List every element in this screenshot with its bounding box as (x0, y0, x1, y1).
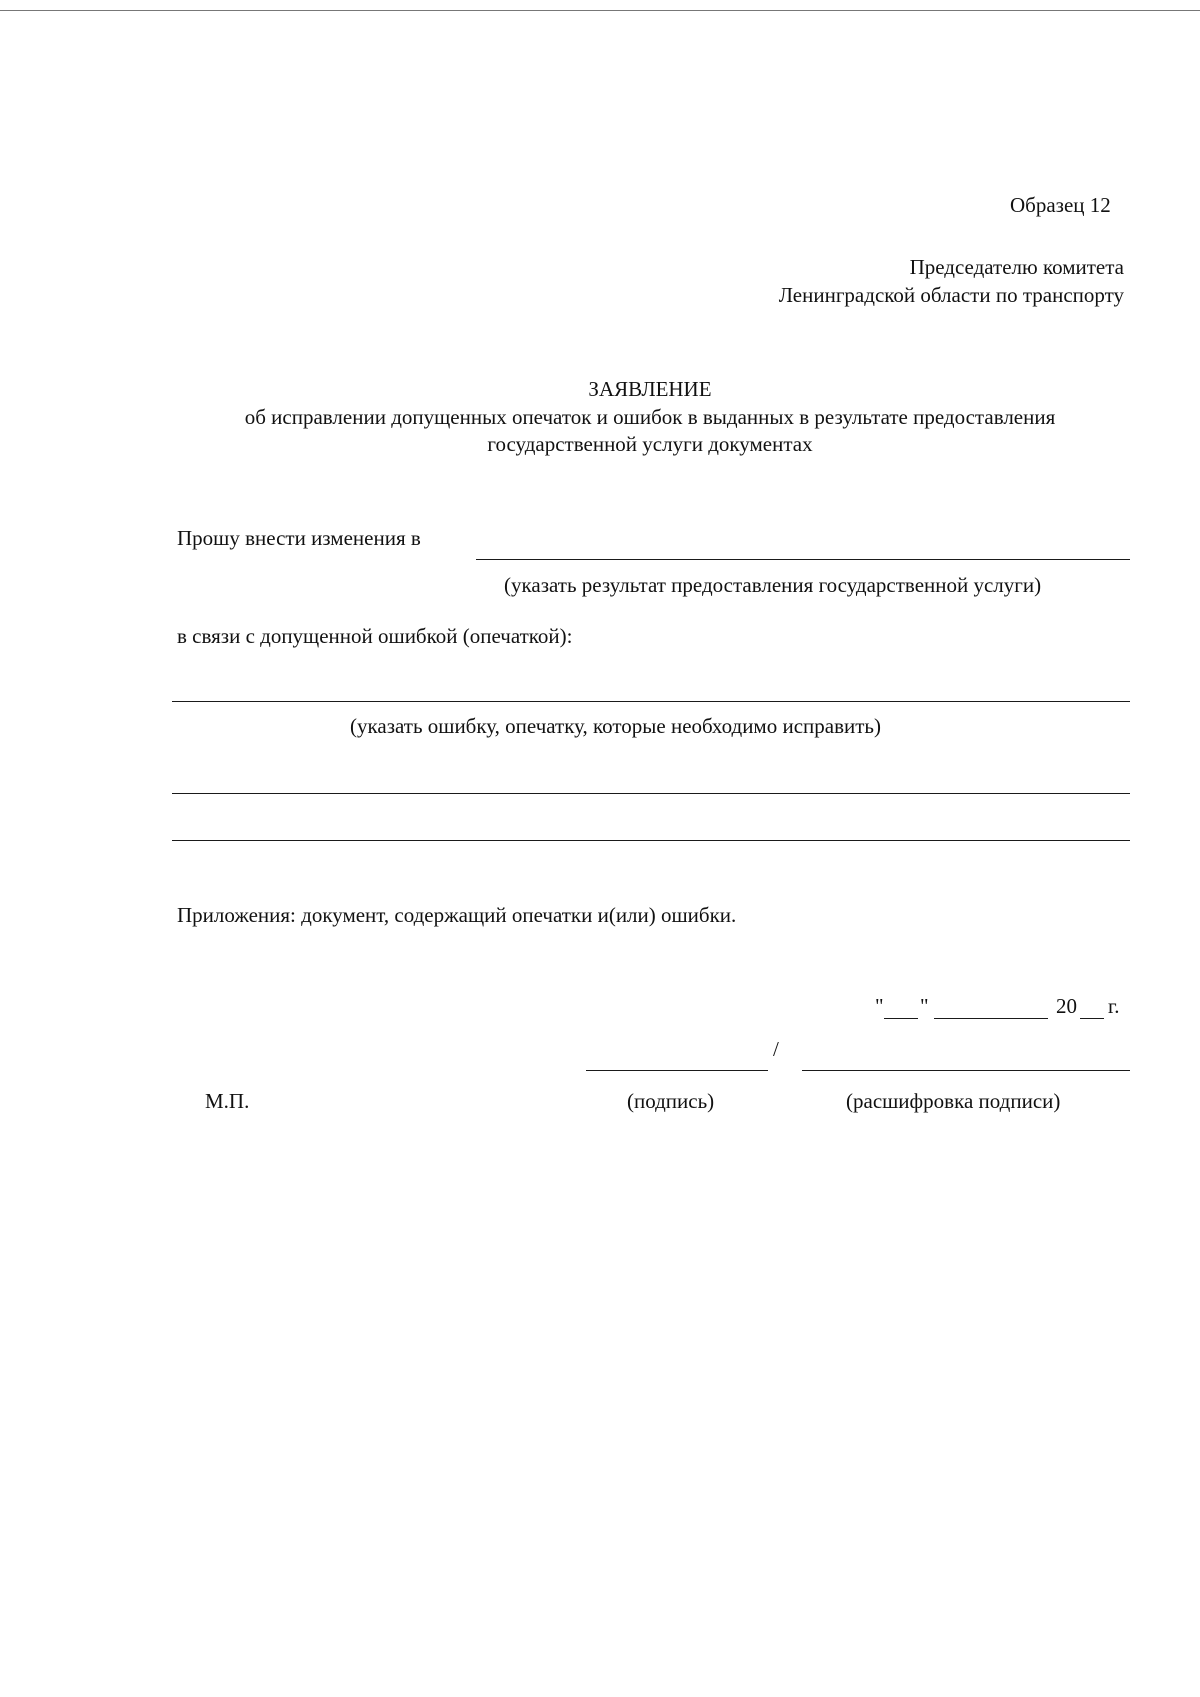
reason-text: в связи с допущенной ошибкой (опечаткой): (177, 624, 573, 648)
signature-slash: / (773, 1037, 779, 1061)
sample-label: Образец 12 (1010, 193, 1111, 217)
date-year-suffix: г. (1108, 994, 1120, 1018)
request-result-field[interactable] (476, 559, 1130, 560)
error-field-line1[interactable] (172, 701, 1130, 702)
request-text: Прошу внести изменения в (177, 526, 421, 550)
signature-label: (подпись) (627, 1089, 715, 1113)
addressee-line2: Ленинградской области по транспорту (778, 283, 1124, 307)
document-subtitle-line1: об исправлении допущенных опечаток и ошибок в выданных в результате предоставления (244, 405, 1056, 429)
signature-decode-label: (расшифровка подписи) (846, 1089, 1061, 1113)
date-year-prefix: 20 (1056, 994, 1077, 1018)
attachments-text: Приложения: документ, содержащий опечатки и(или) ошибки. (177, 903, 737, 927)
stamp-label: М.П. (205, 1089, 250, 1113)
date-day-field[interactable] (884, 1018, 918, 1019)
document-title: ЗАЯВЛЕНИЕ (588, 377, 712, 401)
date-month-field[interactable] (934, 1018, 1048, 1019)
date-year-field[interactable] (1080, 1018, 1104, 1019)
addressee-line1: Председателю комитета (909, 255, 1124, 279)
error-field-line3[interactable] (172, 840, 1130, 841)
date-quote-close: " (920, 994, 929, 1018)
request-result-hint: (указать результат предоставления государственной услуги) (504, 573, 1042, 597)
error-field-line2[interactable] (172, 793, 1130, 794)
signature-field[interactable] (586, 1070, 768, 1071)
scan-top-edge (0, 10, 1200, 11)
date-quote-open: " (875, 994, 884, 1018)
signature-decode-field[interactable] (802, 1070, 1130, 1071)
error-hint: (указать ошибку, опечатку, которые необходимо исправить) (350, 714, 881, 738)
document-subtitle-line2: государственной услуги документах (487, 432, 813, 456)
